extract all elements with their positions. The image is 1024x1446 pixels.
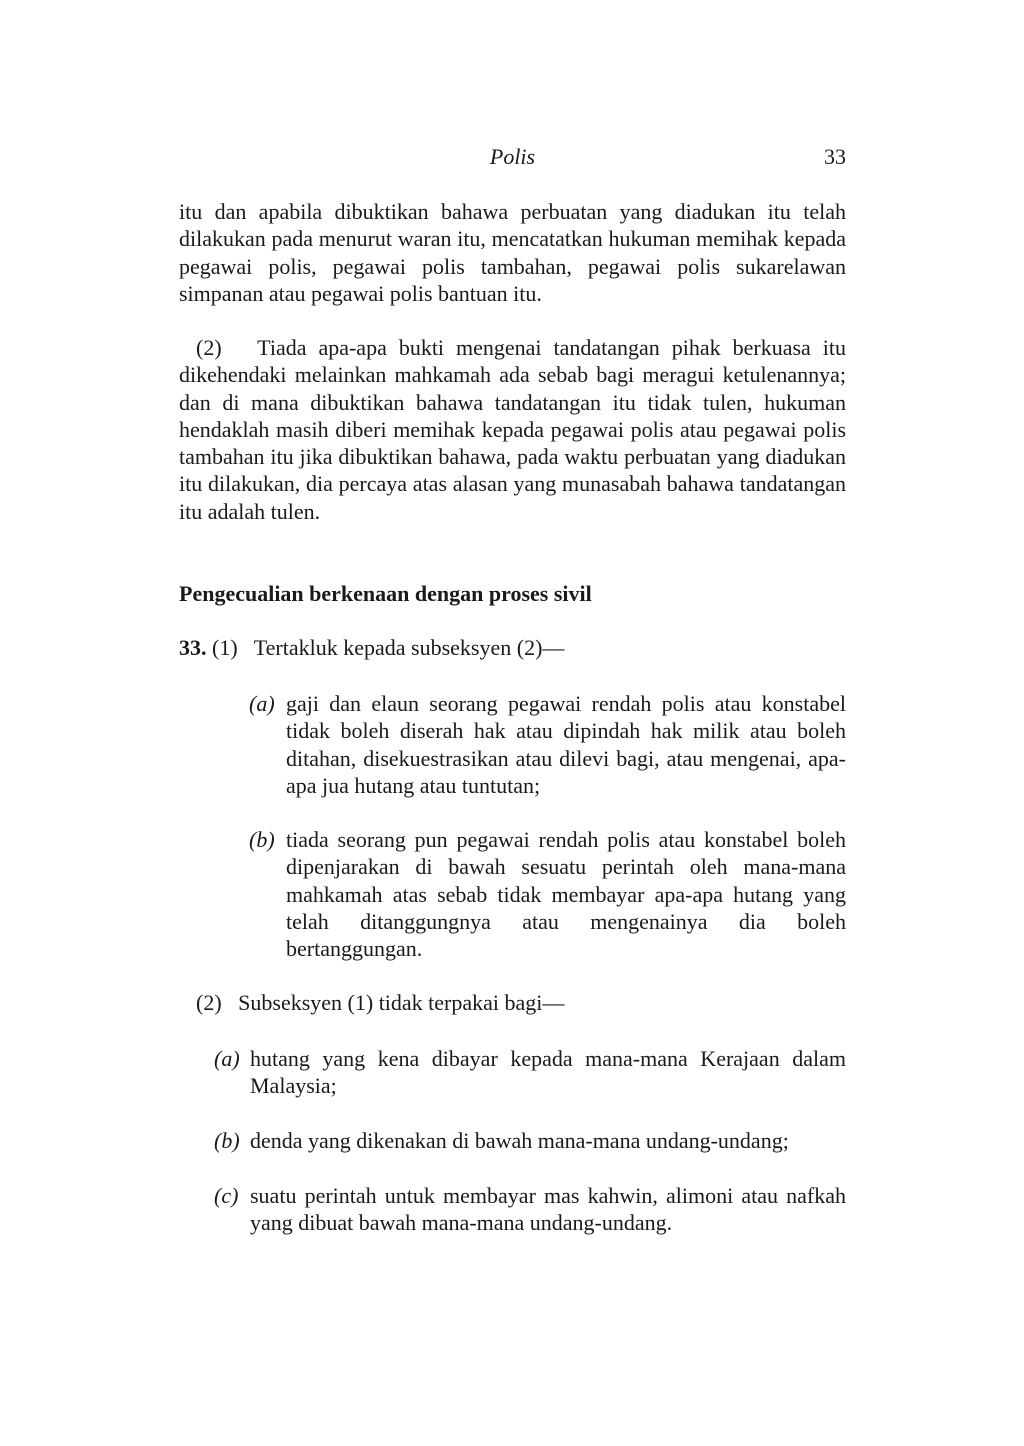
subsection-2-paragraph: (2) Tiada apa-apa bukti mengenai tandatangan pihak berkuasa itu dikehendaki melainkan mahkamah ada sebab bagi meragui ketulenannya; dan di mana dibuktikan bahawa tandatangan itu tidak tulen, hukuman hendaklah masih diberi memihak kepada pegawai polis atau pegawai polis tambahan itu jika dibuktikan bahawa, pada waktu perbuatan yang diadukan itu dilakukan, dia percaya atas alasan yang munasabah bahawa tandatangan itu adalah tulen.	[179, 335, 852, 524]
item-text: hutang yang kena dibayar kepada mana-mana Kerajaan dalam Malaysia;	[250, 1046, 846, 1099]
subsection-1-intro: (1) Tertakluk kepada subseksyen (2)—	[212, 635, 565, 660]
item-text: denda yang dikenakan di bawah mana-mana undang-undang;	[250, 1128, 789, 1153]
item-label: (c)	[214, 1183, 239, 1208]
section-number: 33.	[179, 635, 207, 660]
item-label: (a)	[214, 1046, 240, 1071]
continuation-paragraph: itu dan apabila dibuktikan bahawa perbuatan yang diadukan itu telah dilakukan pada menurut waran itu, mencatatkan hukuman memihak kepada pegawai polis, pegawai polis tambahan, pegawai polis sukarelawan simpanan atau pegawai polis bantuan itu.	[179, 199, 846, 306]
running-head	[179, 143, 846, 171]
page-number: 33	[824, 144, 846, 169]
item-text: gaji dan elaun seorang pegawai rendah polis atau konstabel tidak boleh diserah hak atau dipindah hak milik atau boleh ditahan, disekuestrasikan atau dilevi bagi, atau mengenai, apa-apa jua hutang atau tuntutan;	[286, 691, 846, 798]
section-33-intro	[179, 634, 564, 662]
subsection-2-intro: (2) Subseksyen (1) tidak terpakai bagi—	[196, 990, 565, 1015]
running-title: Polis	[489, 144, 536, 169]
item-text: tiada seorang pun pegawai rendah polis atau konstabel boleh dipenjarakan di bawah sesuatu perintah oleh mana-mana mahkamah atas sebab tidak membayar apa-apa hutang yang telah ditanggungnya atau mengenainya dia boleh bertanggungan.	[286, 827, 846, 962]
section-heading: Pengecualian berkenaan dengan proses sivil	[179, 581, 592, 606]
item-label: (b)	[214, 1128, 240, 1153]
item-label: (a)	[249, 691, 275, 716]
item-text: suatu perintah untuk membayar mas kahwin, alimoni atau nafkah yang dibuat bawah mana-mana undang-undang.	[250, 1183, 846, 1236]
item-label: (b)	[249, 827, 275, 852]
